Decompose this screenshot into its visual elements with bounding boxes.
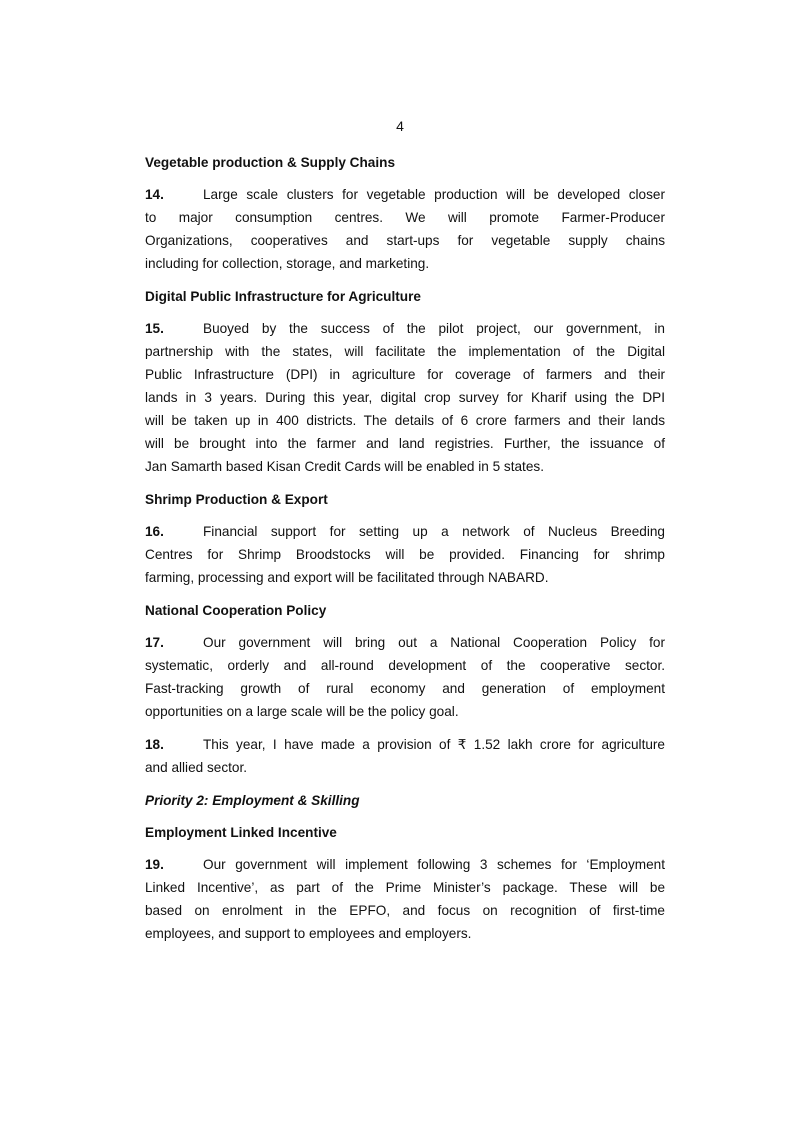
line-text: Financial support for setting up a network of Nucleus Breeding	[203, 524, 665, 539]
paragraph	[145, 523, 665, 592]
paragraph-line: opportunities on a large scale will be the policy goal.	[145, 704, 459, 719]
paragraph-line: lands in 3 years. During this year, digital crop survey for Kharif using the DPI	[145, 390, 665, 405]
paragraph-number: 15.	[145, 321, 164, 336]
paragraph-line	[145, 634, 665, 657]
paragraph-number: 18.	[145, 737, 164, 752]
line-text: Our government will implement following 3 schemes for ‘Employment	[203, 857, 665, 872]
line-text: Buoyed by the success of the pilot project, our government, in	[203, 321, 665, 336]
paragraph-line	[145, 736, 665, 759]
paragraph-line: Centres for Shrimp Broodstocks will be provided. Financing for shrimp	[145, 547, 665, 562]
section-heading: Shrimp Production & Export	[145, 492, 328, 507]
paragraph-number: 16.	[145, 524, 164, 539]
paragraph-line: based on enrolment in the EPFO, and focus on recognition of first-time	[145, 903, 665, 918]
page-number: 4	[396, 118, 404, 134]
paragraph-line: and allied sector.	[145, 760, 248, 775]
paragraph-line: Public Infrastructure (DPI) in agriculture for coverage of farmers and their	[145, 367, 665, 382]
paragraph-line: farming, processing and export will be facilitated through NABARD.	[145, 570, 549, 585]
section-heading: Digital Public Infrastructure for Agriculture	[145, 289, 421, 304]
paragraph	[145, 320, 665, 481]
paragraph-line	[145, 186, 665, 209]
paragraph-line	[145, 320, 665, 343]
paragraph-line: employees, and support to employees and employers.	[145, 926, 472, 941]
paragraph-line	[145, 523, 665, 546]
document-body	[145, 154, 665, 958]
paragraph-line	[145, 856, 665, 879]
paragraph-line: partnership with the states, will facilitate the implementation of the Digital	[145, 344, 665, 359]
paragraph-line: Organizations, cooperatives and start-ups for vegetable supply chains	[145, 233, 665, 248]
section-heading: Vegetable production & Supply Chains	[145, 155, 396, 170]
paragraph-number: 19.	[145, 857, 164, 872]
section-heading: Priority 2: Employment & Skilling	[145, 793, 360, 808]
paragraph	[145, 186, 665, 278]
paragraph-line: to major consumption centres. We will promote Farmer-Producer	[145, 210, 665, 225]
paragraph	[145, 856, 665, 948]
paragraph-line: will be taken up in 400 districts. The details of 6 crore farmers and their lands	[145, 413, 665, 428]
paragraph-line: Jan Samarth based Kisan Credit Cards will be enabled in 5 states.	[145, 459, 544, 474]
paragraph-line: Linked Incentive’, as part of the Prime Minister’s package. These will be	[145, 880, 665, 895]
paragraph	[145, 736, 665, 782]
paragraph-line: will be brought into the farmer and land registries. Further, the issuance of	[145, 436, 665, 451]
paragraph-line: including for collection, storage, and marketing.	[145, 256, 430, 271]
line-text: Large scale clusters for vegetable production will be developed closer	[203, 187, 665, 202]
line-text: This year, I have made a provision of ₹ 1.52 lakh crore for agriculture	[203, 737, 665, 752]
paragraph-number: 17.	[145, 635, 164, 650]
paragraph	[145, 634, 665, 726]
section-heading: Employment Linked Incentive	[145, 825, 337, 840]
line-text: Our government will bring out a National Cooperation Policy for	[203, 635, 665, 650]
section-heading: National Cooperation Policy	[145, 603, 327, 618]
paragraph-line: Fast-tracking growth of rural economy and generation of employment	[145, 681, 665, 696]
paragraph-number: 14.	[145, 187, 164, 202]
paragraph-line: systematic, orderly and all-round development of the cooperative sector.	[145, 658, 665, 673]
